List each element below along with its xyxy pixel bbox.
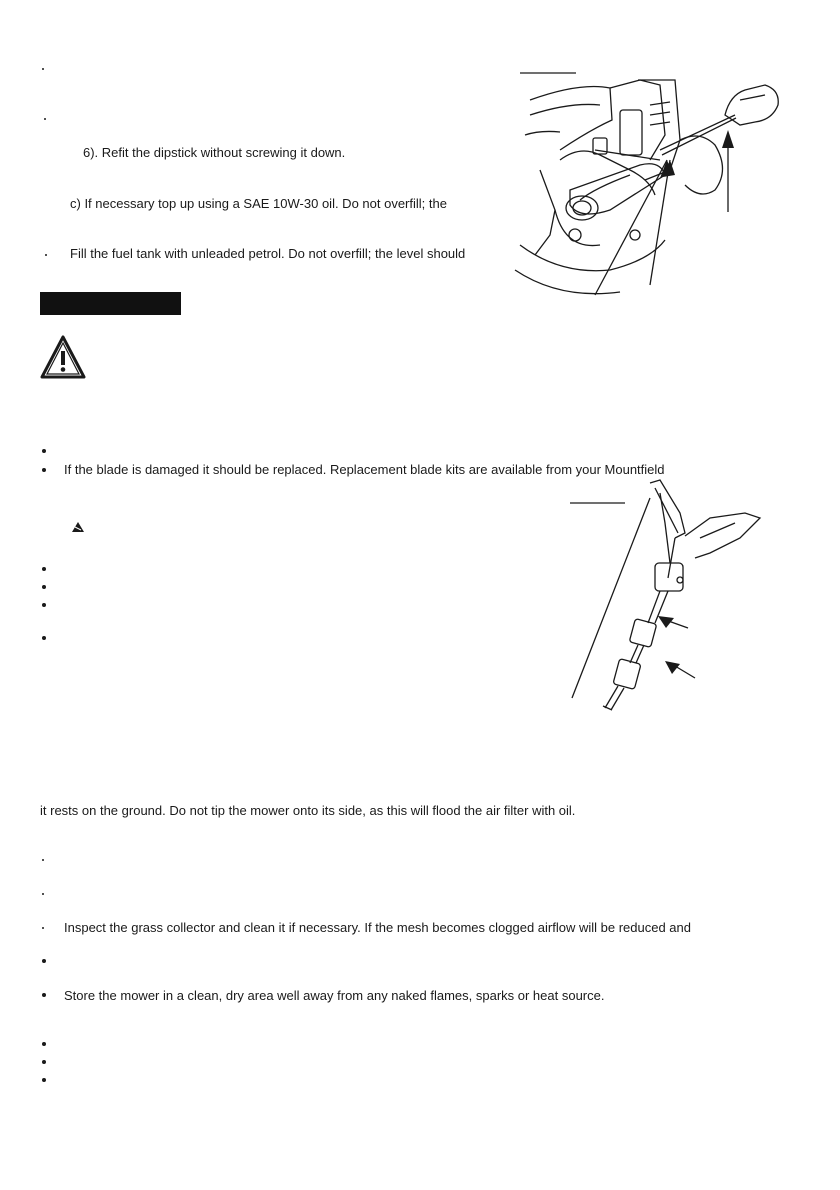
fuel-text: Fill the fuel tank with unleaded petrol. Do not overfill; the level should <box>70 246 466 261</box>
bullet <box>42 859 44 861</box>
bullet <box>42 585 46 589</box>
bullet <box>42 449 46 453</box>
small-warning-icon <box>72 522 84 532</box>
dipstick-figure <box>500 60 800 305</box>
bullet <box>42 893 44 895</box>
bullet <box>42 636 46 640</box>
bullet <box>42 959 46 963</box>
bullet <box>42 1060 46 1064</box>
bullet <box>42 993 46 997</box>
warning-triangle-icon <box>40 335 86 379</box>
bullet <box>42 1042 46 1046</box>
bullet <box>42 468 46 472</box>
store-text: Store the mower in a clean, dry area well away from any naked flames, sparks or heat source. <box>64 988 605 1003</box>
bullet <box>42 927 44 929</box>
step-6-text: 6). Refit the dipstick without screwing it down. <box>83 145 346 160</box>
bullet <box>42 567 46 571</box>
cable-figure <box>560 478 770 718</box>
bullet <box>44 118 46 120</box>
tip-text: it rests on the ground. Do not tip the mower onto its side, as this will flood the air filter with oil. <box>40 803 576 818</box>
section-header-bar <box>40 292 181 315</box>
step-c-text: c) If necessary top up using a SAE 10W-30 oil. Do not overfill; the <box>70 196 447 211</box>
bullet <box>42 1078 46 1082</box>
bullet <box>45 254 47 256</box>
inspect-text: Inspect the grass collector and clean it if necessary. If the mesh becomes clogged airflow will be reduced and <box>64 920 691 935</box>
bullet <box>42 68 44 70</box>
bullet <box>42 603 46 607</box>
blade-damaged-text: If the blade is damaged it should be replaced. Replacement blade kits are available from your Mountfield <box>64 462 665 477</box>
